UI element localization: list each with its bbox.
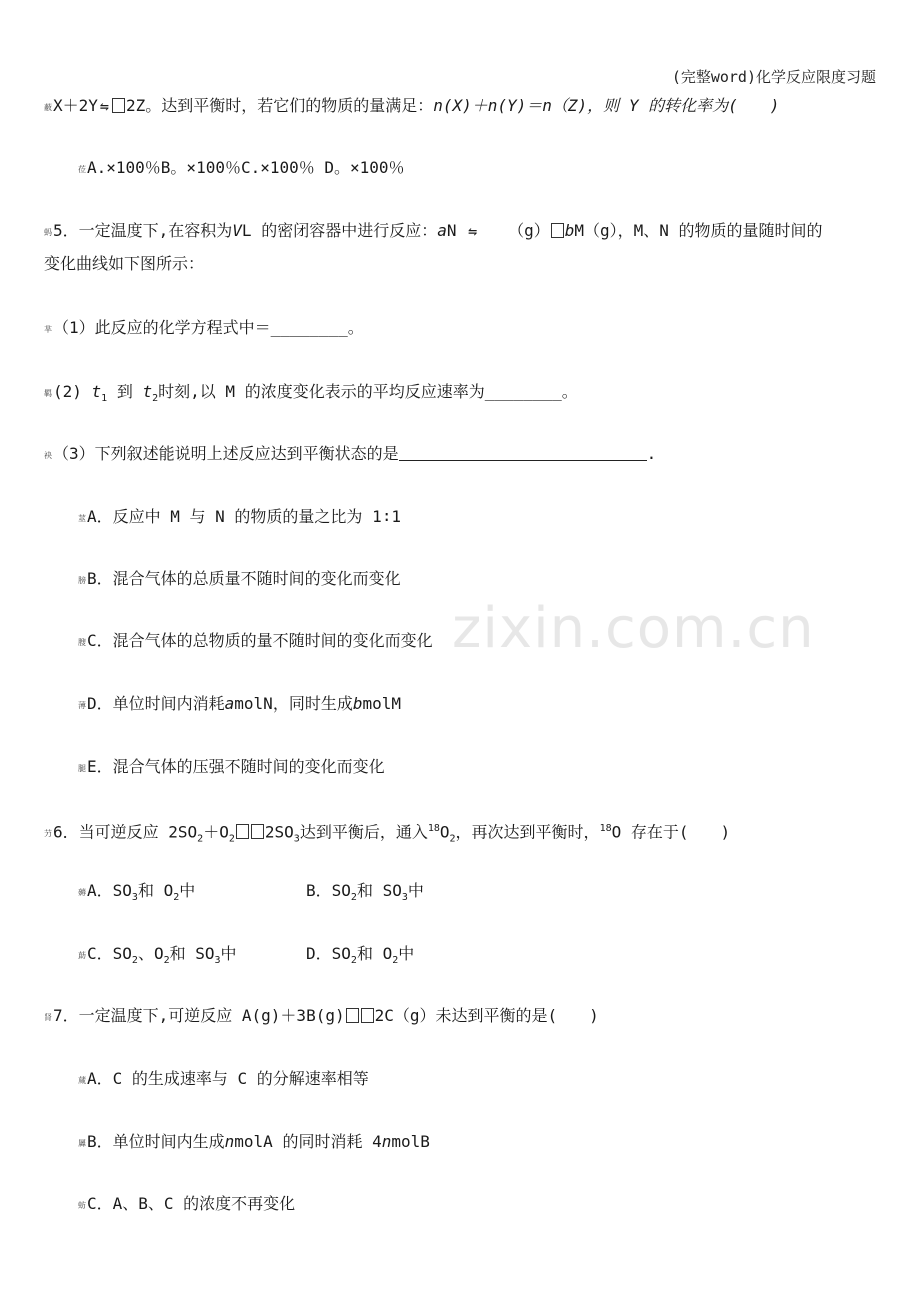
subscript: 2 — [152, 393, 159, 405]
q6-options-row1 — [78, 879, 880, 910]
option-text: molN，同时生成 — [234, 694, 353, 713]
q6-stem — [44, 817, 880, 852]
q5-sub3 — [44, 442, 880, 468]
superscript: 18 — [427, 823, 440, 834]
q7-option-c — [78, 1192, 880, 1218]
q5-var-v: V — [232, 221, 242, 240]
q6-text: 2SO — [264, 822, 294, 842]
var-n: n — [381, 1132, 392, 1151]
option-text: 和 O — [356, 944, 393, 963]
subscript: 2 — [350, 892, 357, 904]
margin-char: 芀 — [44, 829, 52, 839]
q5-option-b — [78, 567, 880, 593]
q5-var-b: b — [564, 221, 575, 240]
margin-char: 膄 — [78, 638, 86, 647]
subscript: 2 — [163, 955, 170, 967]
option-text: 和 O — [137, 881, 174, 900]
q6-text: 6．当可逆反应 2SO — [53, 822, 198, 842]
option-text: C．混合气体的总物质的量不随时间的变化而变化 — [87, 631, 433, 650]
subscript: 3 — [401, 892, 408, 904]
margin-char: 蔽 — [44, 103, 52, 112]
var-b: b — [352, 694, 363, 713]
q5-sub1-text: （1）此反应的化学方程式中＝________。 — [53, 318, 364, 337]
subscript: 2 — [228, 833, 235, 845]
margin-char: 蚂 — [44, 228, 52, 237]
margin-char: 薅 — [78, 888, 86, 897]
q5-text: N — [446, 221, 457, 240]
q4-options — [78, 156, 880, 182]
margin-char: 莁 — [78, 514, 86, 523]
option-text: 中 — [398, 944, 415, 963]
option-text: 中 — [407, 881, 424, 900]
option-text: molA 的同时消耗 4 — [234, 1132, 382, 1151]
option-text: B．混合气体的总质量不随时间的变化而变化 — [87, 569, 401, 588]
q4-text: 2Z。达到平衡时，若它们的物质的量满足： — [125, 96, 434, 115]
equilibrium-arrow-icon: ⇋ — [99, 97, 109, 115]
option-text: B．SO — [306, 881, 351, 900]
option-text: C．A、B、C 的浓度不再变化 — [87, 1194, 296, 1213]
missing-glyph-box — [346, 1008, 359, 1023]
missing-glyph-box — [251, 824, 264, 839]
q5-stem-line2: 变化曲线如下图所示： — [44, 254, 205, 273]
q4-equation-line — [44, 94, 880, 120]
q5-text: L 的密闭容器中进行反应： — [241, 221, 438, 240]
q4-lhs: X＋2Y — [53, 96, 98, 115]
q6-option-a — [87, 881, 196, 904]
margin-char: 羁 — [44, 389, 52, 398]
option-text: B．单位时间内生成 — [87, 1132, 225, 1151]
option-text: 、O — [137, 944, 164, 963]
option-text: 中 — [179, 881, 196, 900]
subscript: 1 — [101, 393, 108, 405]
option-text: molB — [391, 1132, 430, 1151]
missing-glyph-box — [236, 824, 249, 839]
q5-sub2-text: 时刻,以 M 的浓度变化表示的平均反应速率为________。 — [158, 382, 578, 401]
q5-var-t: t — [142, 382, 153, 401]
q5-text: 5．一定温度下,在容积为 — [53, 221, 233, 240]
option-text: 中 — [220, 944, 237, 963]
q5-option-c — [78, 629, 880, 655]
q6-option-d — [306, 942, 414, 973]
subscript: 2 — [197, 833, 204, 845]
watermark: zixin.com.cn — [452, 596, 815, 661]
q5-sub2-text: 到 — [107, 382, 143, 401]
option-text: 和 SO — [356, 881, 402, 900]
var-n: n — [224, 1132, 235, 1151]
option-text: E．混合气体的压强不随时间的变化而变化 — [87, 757, 385, 776]
q6-text: ，再次达到平衡时， — [455, 822, 600, 842]
option-text: A．C 的生成速率与 C 的分解速率相等 — [87, 1069, 369, 1088]
margin-char: 袂 — [44, 451, 52, 460]
page-header: (完整word)化学反应限度习题 — [671, 68, 876, 86]
q5-var-t: t — [91, 382, 102, 401]
answer-blank — [399, 444, 647, 461]
subscript: 2 — [449, 833, 456, 845]
option-text: D．单位时间内消耗 — [87, 694, 225, 713]
missing-glyph-box — [361, 1008, 374, 1023]
q5-text: （g） — [508, 221, 550, 240]
option-text: A．SO — [87, 881, 132, 900]
q6-options-row2 — [78, 942, 880, 973]
q5-sub3-text: （3）下列叙述能说明上述反应达到平衡状态的是 — [53, 444, 399, 463]
q7-text: 7．一定温度下,可逆反应 A(g)＋3B(g) — [53, 1006, 345, 1025]
q6-text: O 存在于( ) — [611, 822, 731, 842]
option-text: C．SO — [87, 944, 132, 963]
q6-text: O — [439, 822, 450, 842]
q5-stem-line1 — [44, 219, 880, 245]
option-text: A．反应中 M 与 N 的物质的量之比为 1∶1 — [87, 507, 401, 526]
subscript: 3 — [131, 892, 138, 904]
superscript: 18 — [599, 823, 612, 834]
subscript: 2 — [392, 955, 399, 967]
q5-sub2 — [44, 380, 880, 411]
q6-option-c — [87, 944, 237, 967]
margin-char: 莇 — [78, 951, 86, 960]
margin-char: 羼 — [78, 1139, 86, 1148]
q6-option-b — [306, 879, 424, 910]
margin-char: 芈 — [44, 325, 52, 334]
subscript: 3 — [214, 955, 221, 967]
q7-text: 2C（g）未达到平衡的是( ) — [374, 1006, 599, 1025]
var-a: a — [224, 694, 235, 713]
q5-option-e — [78, 755, 880, 781]
subscript: 2 — [131, 955, 138, 967]
margin-char: 膀 — [78, 576, 86, 585]
q5-sub3-end: . — [646, 444, 657, 463]
option-text: molM — [362, 694, 401, 713]
q4-condition: n(X)＋n(Y)＝n（Z)，则 Y 的转化率为( ) — [433, 96, 780, 115]
q6-text: 达到平衡后，通入 — [299, 822, 428, 842]
subscript: 2 — [350, 955, 357, 967]
missing-glyph-box — [551, 223, 564, 238]
q5-text: M（g），M、N 的物质的量随时间的 — [574, 221, 823, 240]
equilibrium-arrow-icon: ⇋ — [468, 222, 478, 240]
margin-char: 蚄 — [78, 1201, 86, 1210]
q5-option-d — [78, 692, 880, 718]
q5-sub1 — [44, 316, 880, 342]
margin-char: 肾 — [44, 1013, 52, 1022]
margin-char: 腿 — [78, 764, 86, 773]
q4-options-text: A.×100％B。×100％C.×100％ D。×100％ — [87, 158, 405, 177]
margin-char: 蒇 — [78, 1076, 86, 1085]
q6-text: ＋O — [203, 822, 229, 842]
missing-glyph-box — [112, 98, 125, 113]
q5-option-a — [78, 505, 880, 531]
margin-char: 莅 — [78, 165, 86, 174]
q7-option-b — [78, 1130, 880, 1156]
subscript: 2 — [173, 892, 180, 904]
option-text: D．SO — [306, 944, 351, 963]
subscript: 3 — [293, 833, 300, 845]
q7-option-a — [78, 1067, 880, 1093]
q5-var-a: a — [437, 221, 447, 240]
margin-char: 薄 — [78, 701, 86, 710]
q5-sub2-text: (2) — [53, 382, 92, 401]
option-text: 和 SO — [169, 944, 215, 963]
q7-stem — [44, 1004, 880, 1030]
